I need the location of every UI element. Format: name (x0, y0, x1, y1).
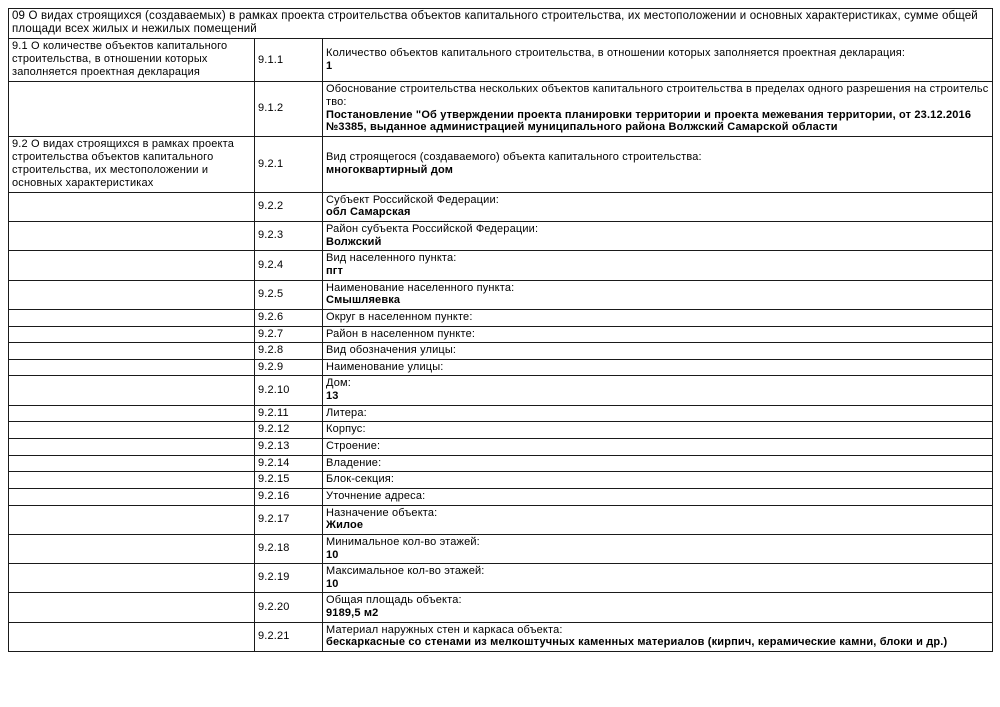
field-label: Субъект Российской Федерации: (326, 193, 499, 206)
row-number: 9.2.4 (255, 251, 323, 280)
field-label: Уточнение адреса: (326, 489, 426, 502)
field-cell (323, 405, 993, 422)
row-number: 9.1.2 (255, 82, 323, 137)
field-value: 13 (326, 390, 339, 403)
field-label: Вид строящегося (создаваемого) объекта капитального строительства: (326, 151, 702, 164)
section-cell (9, 593, 255, 622)
section-cell (9, 82, 255, 137)
table-row (9, 505, 993, 534)
section-cell (9, 488, 255, 505)
field-label: Назначение объекта: (326, 506, 438, 519)
field-cell (323, 222, 993, 251)
field-label: Общая площадь объекта: (326, 594, 462, 607)
section-cell (9, 280, 255, 309)
section-cell (9, 359, 255, 376)
table-row (9, 192, 993, 221)
field-cell (323, 136, 993, 192)
table-row (9, 564, 993, 593)
table-row (9, 405, 993, 422)
table-row (9, 622, 993, 651)
table-header-row (9, 9, 993, 39)
field-value: Волжский (326, 235, 382, 248)
row-number: 9.2.8 (255, 343, 323, 360)
row-number: 9.2.20 (255, 593, 323, 622)
section-cell: 9.1 О количестве объектов капитального строительства, в отношении которых заполняется проектная декларация (9, 39, 255, 82)
row-number: 9.2.16 (255, 488, 323, 505)
table-row (9, 439, 993, 456)
field-cell (323, 472, 993, 489)
field-cell (323, 488, 993, 505)
row-number: 9.2.15 (255, 472, 323, 489)
row-number: 9.2.5 (255, 280, 323, 309)
field-label: Литера: (326, 406, 367, 419)
field-label: Блок-секция: (326, 473, 395, 486)
row-number: 9.1.1 (255, 39, 323, 82)
section-cell (9, 326, 255, 343)
field-value: Жилое (326, 519, 364, 532)
section-cell: 9.2 О видах строящихся в рамках проекта строительства объектов капитального строительства, их местоположении и основных характеристиках (9, 136, 255, 192)
declaration-table (8, 8, 993, 652)
field-cell (323, 564, 993, 593)
field-cell (323, 505, 993, 534)
field-cell (323, 39, 993, 82)
table-row (9, 82, 993, 137)
section-cell (9, 405, 255, 422)
field-label: Строение: (326, 440, 381, 453)
section-cell (9, 472, 255, 489)
section-cell (9, 376, 255, 405)
field-cell (323, 439, 993, 456)
field-value: Смышляевка (326, 294, 401, 307)
row-number: 9.2.9 (255, 359, 323, 376)
field-value: Постановление "Об утверждении проекта планировки территории и проекта межевания территории, от 23.12.2016 №3385, выданное администрацией муниципального района Волжский Самарской области (326, 108, 972, 134)
field-value: многоквартирный дом (326, 163, 454, 176)
section-cell (9, 534, 255, 563)
field-label: Обоснование строительства нескольких объектов капитального строительства в пределах одного разрешения на строительство: (326, 83, 989, 108)
field-label: Наименование улицы: (326, 360, 444, 373)
row-number: 9.2.2 (255, 192, 323, 221)
table-row (9, 251, 993, 280)
table-row (9, 359, 993, 376)
field-cell (323, 82, 993, 137)
field-label: Владение: (326, 456, 382, 469)
row-number: 9.2.13 (255, 439, 323, 456)
field-value: 10 (326, 577, 339, 590)
section-cell (9, 622, 255, 651)
field-cell (323, 376, 993, 405)
table-row (9, 422, 993, 439)
field-label: Наименование населенного пункта: (326, 281, 515, 294)
field-cell (323, 280, 993, 309)
table-row (9, 39, 993, 82)
field-cell (323, 343, 993, 360)
field-cell (323, 251, 993, 280)
row-number: 9.2.10 (255, 376, 323, 405)
field-label: Минимальное кол-во этажей: (326, 535, 480, 548)
row-number: 9.2.18 (255, 534, 323, 563)
row-number: 9.2.17 (255, 505, 323, 534)
field-cell (323, 534, 993, 563)
field-label: Район субъекта Российской Федерации: (326, 223, 539, 236)
field-value: бескаркасные со стенами из мелкоштучных каменных материалов (кирпич, керамические камни, блоки и др.) (326, 636, 948, 649)
section-cell (9, 309, 255, 326)
section-cell (9, 343, 255, 360)
field-cell (323, 359, 993, 376)
section-cell (9, 439, 255, 456)
field-value: обл Самарская (326, 206, 411, 219)
table-row (9, 343, 993, 360)
table-row (9, 488, 993, 505)
row-number: 9.2.21 (255, 622, 323, 651)
table-row (9, 534, 993, 563)
field-label: Дом: (326, 377, 351, 390)
section-cell (9, 505, 255, 534)
section-cell (9, 422, 255, 439)
section-cell (9, 251, 255, 280)
section-cell (9, 222, 255, 251)
row-number: 9.2.11 (255, 405, 323, 422)
section-cell (9, 455, 255, 472)
row-number: 9.2.1 (255, 136, 323, 192)
table-row (9, 376, 993, 405)
row-number: 9.2.7 (255, 326, 323, 343)
field-value: 9189,5 м2 (326, 607, 379, 620)
field-label: Район в населенном пункте: (326, 327, 476, 340)
field-label: Корпус: (326, 423, 366, 436)
section-cell (9, 564, 255, 593)
section-cell (9, 192, 255, 221)
row-number: 9.2.12 (255, 422, 323, 439)
field-value: 10 (326, 548, 339, 561)
field-cell (323, 622, 993, 651)
field-cell (323, 593, 993, 622)
table-row (9, 222, 993, 251)
field-value: 1 (326, 59, 333, 72)
table-row (9, 455, 993, 472)
table-row (9, 280, 993, 309)
field-cell (323, 326, 993, 343)
table-row (9, 593, 993, 622)
field-cell (323, 309, 993, 326)
field-label: Вид населенного пункта: (326, 252, 457, 265)
field-cell (323, 422, 993, 439)
field-label: Округ в населенном пункте: (326, 310, 473, 323)
section-09-title: 09 О видах строящихся (создаваемых) в рамках проекта строительства объектов капитального строительства, их местоположении и основных характеристиках, сумме общей площади всех жилых и нежилых помещений (9, 9, 993, 39)
field-cell (323, 192, 993, 221)
table-row (9, 326, 993, 343)
field-label: Количество объектов капитального строительства, в отношении которых заполняется проектная декларация: (326, 47, 906, 60)
field-label: Вид обозначения улицы: (326, 344, 457, 357)
table-row (9, 136, 993, 192)
row-number: 9.2.6 (255, 309, 323, 326)
table-row (9, 309, 993, 326)
table-row (9, 472, 993, 489)
field-cell (323, 455, 993, 472)
field-value: пгт (326, 264, 344, 277)
field-label: Материал наружных стен и каркаса объекта: (326, 623, 563, 636)
row-number: 9.2.14 (255, 455, 323, 472)
row-number: 9.2.3 (255, 222, 323, 251)
field-label: Максимальное кол-во этажей: (326, 565, 485, 578)
row-number: 9.2.19 (255, 564, 323, 593)
